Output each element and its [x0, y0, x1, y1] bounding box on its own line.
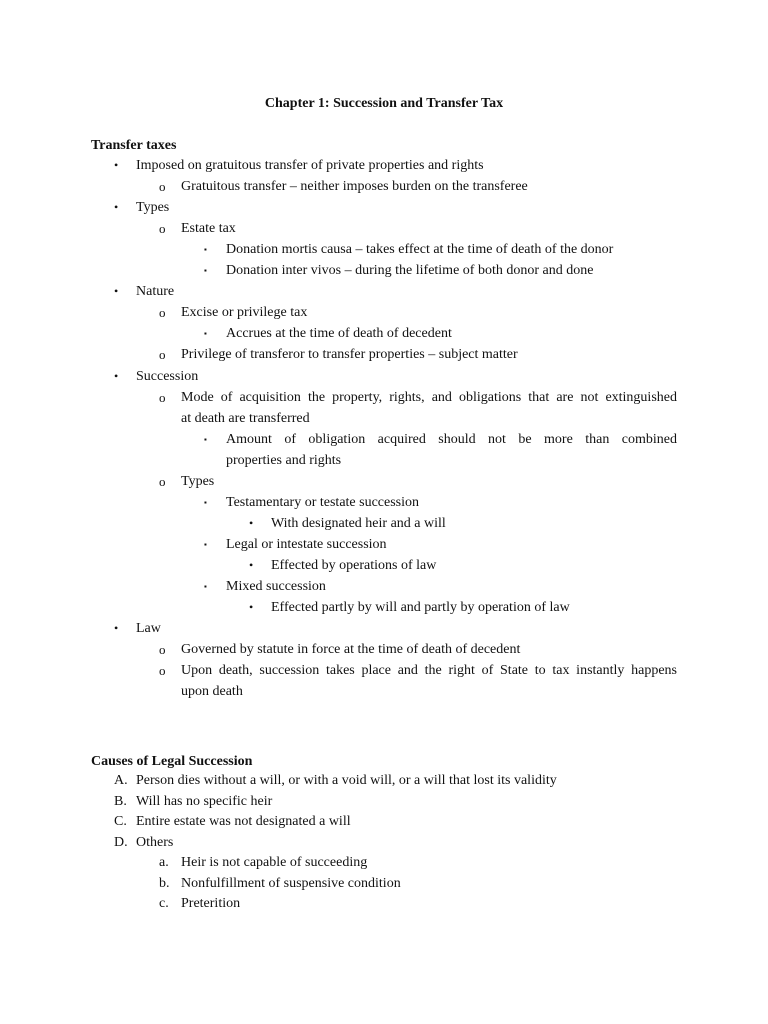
- list-item-text: Effected partly by will and partly by operation of law: [271, 600, 570, 616]
- list-marker: •: [249, 557, 254, 572]
- list-marker: ▪: [204, 497, 207, 507]
- list-item-text: Governed by statute in force at the time of death of decedent: [181, 642, 521, 658]
- list-item-text: Testamentary or testate succession: [226, 494, 420, 510]
- list-item-text: Preterition: [181, 896, 241, 911]
- list-item-text: Others: [136, 834, 174, 850]
- section-heading-causes-of-legal-succession: Causes of Legal Succession: [91, 754, 253, 769]
- list-marker: •: [249, 515, 254, 530]
- list-item-text: Entire estate was not designated a will: [136, 814, 351, 829]
- list-item-text: Imposed on gratuitous transfer of private properties and rights: [136, 158, 484, 173]
- list-item-text: properties and rights: [226, 452, 342, 468]
- list-marker: o: [159, 389, 166, 405]
- list-marker: o: [159, 221, 166, 237]
- list-item-text: Nature: [136, 284, 175, 300]
- list-marker: •: [249, 600, 254, 615]
- list-marker: o: [159, 663, 166, 679]
- section-heading-transfer-taxes: Transfer taxes: [91, 138, 177, 153]
- list-marker: D.: [114, 834, 128, 850]
- list-marker: •: [114, 158, 119, 172]
- list-item-text: With designated heir and a will: [271, 515, 446, 531]
- list-item-text: Excise or privilege tax: [181, 305, 308, 321]
- list-marker: b.: [159, 875, 170, 891]
- list-marker: B.: [114, 793, 127, 809]
- list-marker: •: [114, 368, 119, 383]
- list-item-text: Effected by operations of law: [271, 557, 437, 573]
- list-item-text: Succession: [136, 368, 199, 384]
- list-marker: A.: [114, 773, 128, 788]
- list-item-text: at death are transferred: [181, 410, 310, 426]
- list-marker: C.: [114, 814, 127, 829]
- list-item-text: upon death: [181, 684, 243, 700]
- list-item-text: Person dies without a will, or with a void will, or a will that lost its validity: [136, 773, 557, 788]
- list-item-text: Upon death, succession takes place and the right of State to tax instantly happens: [181, 663, 677, 679]
- list-item-text: Donation mortis causa – takes effect at the time of death of the donor: [226, 242, 614, 258]
- list-marker: o: [159, 473, 166, 489]
- list-item-text: Nonfulfillment of suspensive condition: [181, 875, 401, 891]
- list-item-text: Will has no specific heir: [136, 793, 273, 809]
- list-marker: ▪: [204, 329, 207, 339]
- list-marker: •: [114, 200, 119, 215]
- list-marker: ▪: [204, 266, 207, 276]
- list-marker: ▪: [204, 434, 207, 444]
- list-item-text: Estate tax: [181, 221, 236, 237]
- list-item-text: Heir is not capable of succeeding: [181, 855, 368, 870]
- list-marker: a.: [159, 855, 169, 870]
- list-marker: ▪: [204, 539, 207, 549]
- list-item-text: Mode of acquisition the property, rights, and obligations that are not extinguished: [181, 389, 677, 405]
- list-item-text: Law: [136, 621, 161, 637]
- list-item-text: Accrues at the time of death of decedent: [226, 326, 452, 342]
- list-item-text: Privilege of transferor to transfer properties – subject matter: [181, 347, 518, 363]
- list-marker: •: [114, 284, 119, 299]
- list-item-text: Legal or intestate succession: [226, 536, 387, 552]
- chapter-title: Chapter 1: Succession and Transfer Tax: [264, 96, 504, 111]
- list-marker: o: [159, 305, 166, 321]
- list-item-text: Amount of obligation acquired should not be more than combined: [226, 431, 677, 447]
- list-item-text: Types: [181, 473, 215, 489]
- list-marker: o: [159, 642, 166, 658]
- list-item-text: Types: [136, 200, 170, 216]
- list-item-text: Donation inter vivos – during the lifetime of both donor and done: [226, 263, 594, 279]
- list-marker: o: [159, 179, 166, 195]
- list-marker: c.: [159, 896, 169, 911]
- list-marker: ▪: [204, 582, 207, 591]
- list-item-text: Mixed succession: [226, 579, 326, 594]
- list-marker: •: [114, 621, 119, 636]
- list-item-text: Gratuitous transfer – neither imposes burden on the transferee: [181, 179, 528, 195]
- list-marker: o: [159, 347, 166, 363]
- list-marker: ▪: [204, 245, 207, 255]
